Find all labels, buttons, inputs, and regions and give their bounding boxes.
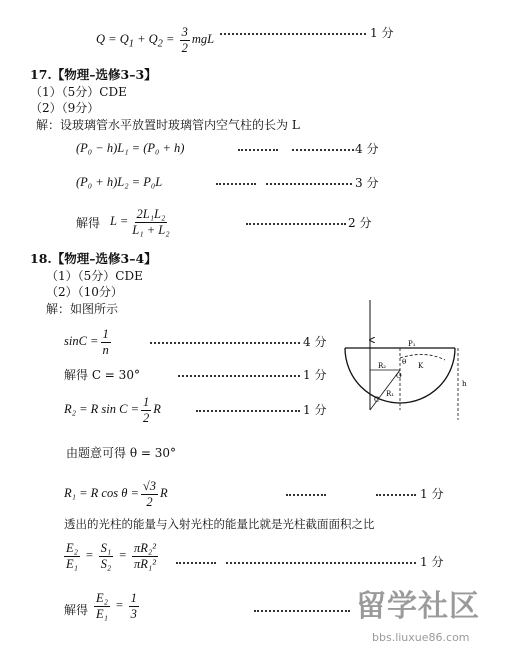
refracted-ray [400,354,445,360]
q18-theta: 由题意可得 θ = 30° [66,446,176,460]
hemisphere-diagram [340,300,470,450]
watermark-logo: 留学社区 [356,589,480,624]
q18-sin-score: 4 分 [303,335,327,349]
q17-eq3-score: 2 分 [348,216,372,230]
q18-part1: （1）（5分）CDE [46,269,143,283]
q18-c-score: 1 分 [303,368,327,382]
leader-dots [292,149,354,151]
q18-r1-eq: R₁ = R cos θ = $\frac{√3}{2}$ R [64,479,168,509]
label-p1: P₁ [408,340,416,348]
q17-eq2: (P₀ + h)L₂ = P₀L [76,175,163,189]
label-o: O [396,372,402,380]
q17-eq3: L = $\frac{\text{2L₁L₂}}{\text{L₁ + L₂}}$ [110,207,170,237]
q18-r1-score: 1 分 [420,487,444,501]
leader-dots [254,610,350,612]
q18-heading: 18.【物理–选修3–4】 [30,251,157,266]
q17-eq1-score: 4 分 [355,142,379,156]
q17-part2: （2）（9分） [30,101,100,115]
leader-dots [150,342,300,344]
label-r2: R₂ [378,362,387,370]
q17-eq3-label: 解得 [76,216,101,230]
q18-intro: 解：如图所示 [46,302,119,316]
leader-dots [226,562,416,564]
leader-dots [196,410,300,412]
leader-dots [178,375,300,377]
q18-r2-score: 1 分 [303,403,327,417]
q18-part2: （2）（10分） [46,285,123,299]
q18-ratio-score: 1 分 [420,555,444,569]
leader-dots [220,33,366,35]
leader-dots [216,183,256,185]
q17-eq1: (P₀ − h)L₁ = (P₀ + h) [76,141,185,155]
leader-dots [246,223,346,225]
q17-eq2-score: 3 分 [355,176,379,190]
q18-r2-eq: R₂ = R sin C = $\frac{1}{2}$ R [64,395,161,425]
q18-final-eq: $\frac{\text{E₂}}{\text{E₁}}$ = $\frac{1}{3}$ [96,591,137,621]
q17-part1: （1）（5分）CDE [30,85,127,99]
leader-dots [266,183,352,185]
watermark-url: bbs.liuxue86.com [372,631,470,644]
q18-c-result: 解得 C = 30° [64,368,140,382]
q18-sin-eq: sinC = $\frac{1}{n}$ [64,327,109,357]
q18-energy-text: 透出的光柱的能量与入射光柱的能量比就是光柱截面面积之比 [64,517,375,531]
q18-final-label: 解得 [64,603,89,617]
label-r1: R₁ [386,390,395,398]
label-theta: θ [402,358,407,366]
leader-dots [176,562,216,564]
label-c: C [374,396,380,404]
q17-intro: 解：设玻璃管水平放置时玻璃管内空气柱的长为 L [36,118,300,132]
energy-equation: $Q = Q_1 + Q_2$ = $\frac{3}{2}$ mgL [96,25,215,55]
leader-dots [286,494,326,496]
label-h: h [462,380,467,388]
leader-dots [238,149,278,151]
q17-heading: 17.【物理–选修3–3】 [30,67,157,82]
q18-ratio-eq: $\frac{\text{E₂}}{\text{E₁}}$ = $\frac{\text{S₁}}{\text{S₂}}$ = $\frac{\text{πR₂²}}{\text{πR₁²}}$ [66,541,156,571]
leader-dots [376,494,416,496]
score: 1 分 [370,26,394,40]
label-k: K [418,362,424,370]
